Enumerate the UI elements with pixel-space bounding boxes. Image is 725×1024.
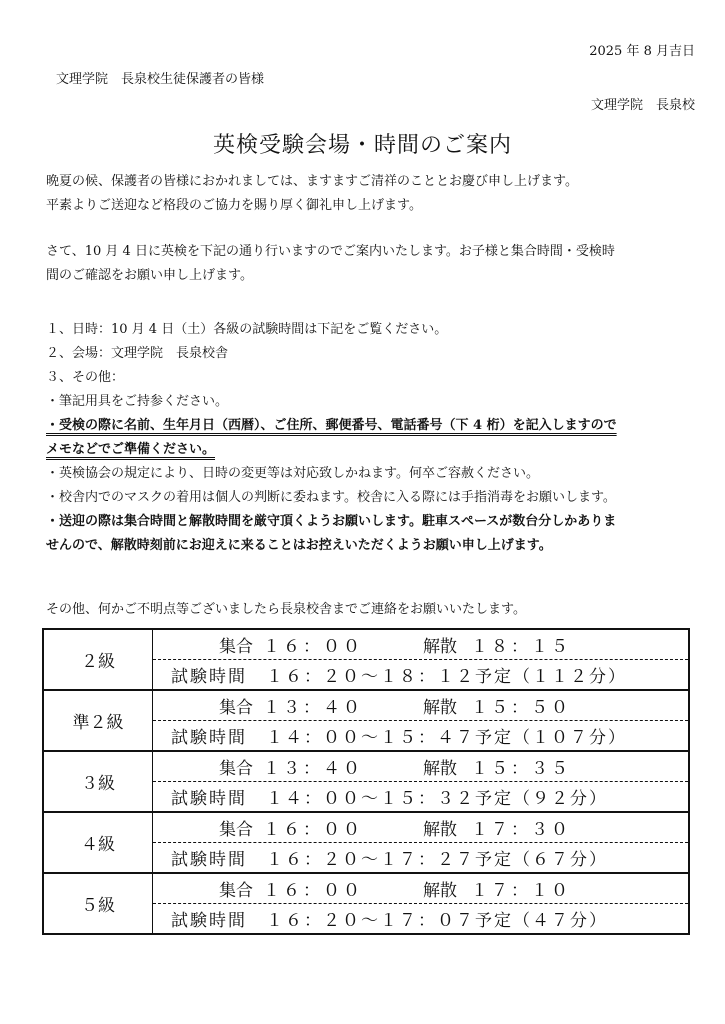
gather-label: 集合 (219, 637, 253, 657)
schedule-row-gather (43, 812, 689, 843)
schedule-table (42, 628, 690, 935)
note-no-date-change: ・英検協会の規定により、日時の変更等は対応致しかねます。何卒ご容赦ください。 (46, 466, 539, 481)
exam-time-cell (153, 904, 690, 935)
gather-dismiss-cell (153, 873, 690, 904)
exam-time: １６：２０～１７：２７予定（６７分） (266, 850, 608, 870)
exam-label: 試験時間 (171, 911, 247, 931)
exam-time-cell (153, 660, 690, 691)
item-other: ３、その他： (46, 370, 125, 385)
schedule-row-gather (43, 873, 689, 904)
greeting (46, 170, 694, 218)
item-venue: ２、会場：文理学院 長泉校舎 (46, 346, 229, 361)
details-list (46, 318, 694, 558)
gather-dismiss-cell (153, 629, 690, 660)
note-pickup-1: ・送迎の際は集合時間と解散時間を厳守頂くようお願いします。駐車スペースが数台分しかありま (46, 514, 617, 529)
dismiss-label: 解散 (423, 820, 457, 840)
exam-label: 試験時間 (171, 667, 247, 687)
dismiss-label: 解散 (423, 698, 457, 718)
gather-time: １６：００ (263, 637, 363, 657)
dismiss-time: １７：１０ (471, 881, 571, 901)
exam-time-cell (153, 782, 690, 813)
intro-line-2: 間のご確認をお願い申し上げます。 (46, 268, 253, 283)
gather-dismiss-cell (153, 690, 690, 721)
gather-time: １３：４０ (263, 698, 363, 718)
dismiss-time: １８：１５ (471, 637, 571, 657)
note-mask: ・校舎内でのマスクの着用は個人の判断に委ねます。校舎に入る際には手指消毒をお願いします。 (46, 490, 616, 505)
gather-dismiss-cell (153, 751, 690, 782)
item-date: １、日時：10 月 4 日（土）各級の試験時間は下記をご覧ください。 (46, 322, 448, 337)
schedule-row-gather (43, 690, 689, 721)
closing-text: その他、何かご不明点等ございましたら長泉校舎までご連絡をお願いいたします。 (46, 602, 526, 617)
gather-label: 集合 (219, 820, 253, 840)
exam-time: １４：００～１５：４７予定（１０７分） (266, 728, 627, 748)
page-title: 英検受験会場・時間のご案内 (212, 133, 512, 158)
grade-label: ３級 (43, 751, 153, 812)
gather-label: 集合 (219, 698, 253, 718)
note-personal-info-2 (46, 438, 694, 462)
grade-label: ２級 (43, 629, 153, 690)
note-personal-info-1: ・受検の際に名前、生年月日（西暦）、ご住所、郵便番号、電話番号（下 4 桁）を記入しますので (46, 418, 617, 433)
note-writing-tools: ・筆記用具をご持参ください。 (46, 394, 229, 409)
gather-label: 集合 (219, 881, 253, 901)
greeting-line-2: 平素よりご送迎など格段のご協力を賜り厚く御礼申し上げます。 (46, 198, 422, 213)
sender: 文理学院 長泉校 (590, 98, 695, 113)
grade-label: ４級 (43, 812, 153, 873)
schedule-row-gather (43, 629, 689, 660)
note-pickup-2: せんので、解散時刻前にお迎えに来ることはお控えいただくようお願い申し上げます。 (46, 538, 552, 553)
exam-label: 試験時間 (171, 850, 247, 870)
greeting-line-1: 晩夏の候、保護者の皆様におかれましては、ますますご清祥のこととお慶び申し上げます。 (46, 174, 578, 189)
exam-time-cell (153, 843, 690, 874)
gather-label: 集合 (219, 759, 253, 779)
gather-time: １３：４０ (263, 759, 363, 779)
gather-dismiss-cell (153, 812, 690, 843)
exam-time-cell (153, 721, 690, 752)
gather-time: １６：００ (263, 820, 363, 840)
dismiss-label: 解散 (423, 637, 457, 657)
grade-label: ５級 (43, 873, 153, 934)
dismiss-label: 解散 (423, 881, 457, 901)
issue-date: 2025 年 8 月吉日 (589, 44, 695, 59)
dismiss-label: 解散 (423, 759, 457, 779)
exam-time: １６：２０～１８：１２予定（１１２分） (266, 667, 627, 687)
dismiss-time: １７：３０ (471, 820, 571, 840)
intro-line-1: さて、10 月 4 日に英検を下記の通り行いますのでご案内いたします。お子様と集合時間・受検時 (46, 244, 615, 259)
dismiss-time: １５：３５ (471, 759, 571, 779)
gather-time: １６：００ (263, 881, 363, 901)
exam-time: １４：００～１５：３２予定（９２分） (266, 789, 608, 809)
grade-label: 準２級 (43, 690, 153, 751)
exam-label: 試験時間 (171, 728, 247, 748)
dismiss-time: １５：５０ (471, 698, 571, 718)
note-personal-info-2-text: メモなどでご準備ください。 (46, 442, 216, 457)
schedule-row-gather (43, 751, 689, 782)
addressee: 文理学院 長泉校生徒保護者の皆様 (56, 72, 265, 87)
intro (46, 240, 694, 288)
exam-label: 試験時間 (171, 789, 247, 809)
exam-time: １６：２０～１７：０７予定（４７分） (266, 911, 608, 931)
